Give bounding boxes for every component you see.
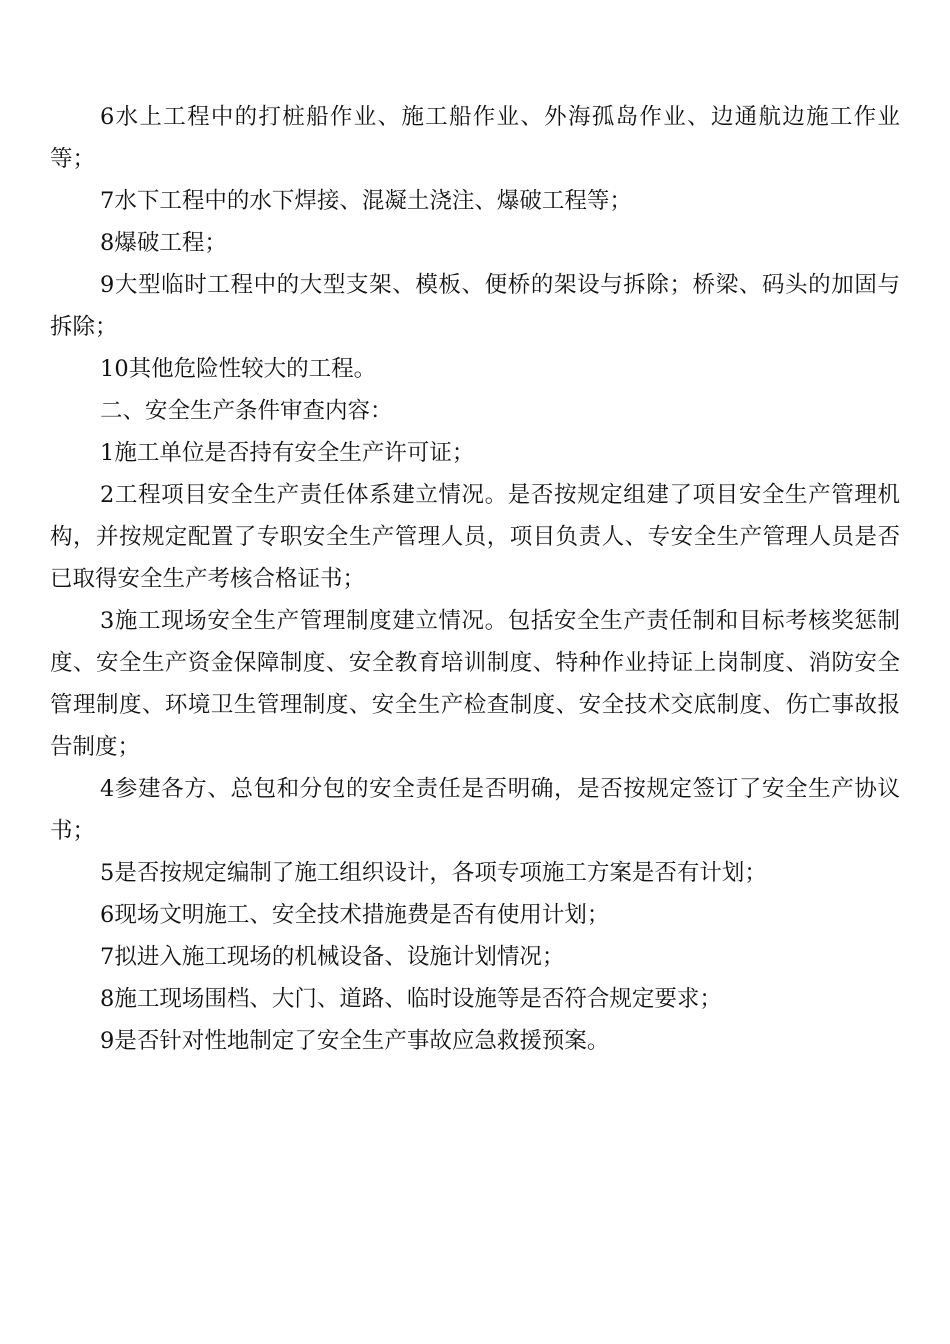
paragraph-item-10-other-hazardous: 10其他危险性较大的工程。 xyxy=(100,356,377,382)
paragraph-review-7-machinery: 7拟进入施工现场的机械设备、设施计划情况； xyxy=(100,944,565,970)
paragraph-item-8-blasting: 8爆破工程； xyxy=(100,230,227,256)
paragraph-review-5-construction-plan: 5是否按规定编制了施工组织设计，各项专项施工方案是否有计划； xyxy=(100,860,767,886)
paragraph-review-1-license: 1施工单位是否持有安全生产许可证； xyxy=(100,440,475,466)
paragraph-review-4-party-responsibility: 4参建各方、总包和分包的安全责任是否明确，是否按规定签订了安全生产协议书； xyxy=(50,776,900,844)
paragraph-review-3-management-rules: 3施工现场安全生产管理制度建立情况。包括安全生产责任制和目标考核奖惩制度、安全生产资金保障制度、安全教育培训制度、特种作业持证上岗制度、消防安全管理制度、环境卫生管理制度、安全生产检查制度、安全技术交底制度、伤亡事故报告制度； xyxy=(50,608,900,760)
paragraph-review-8-site-facilities: 8施工现场围档、大门、道路、临时设施等是否符合规定要求； xyxy=(100,986,722,1012)
document-page xyxy=(50,96,900,1062)
paragraph-review-6-safety-fees: 6现场文明施工、安全技术措施费是否有使用计划； xyxy=(100,902,610,928)
section-heading-safety-review: 二、安全生产条件审查内容： xyxy=(100,398,393,424)
paragraph-item-6-water-works: 6水上工程中的打桩船作业、施工船作业、外海孤岛作业、边通航边施工作业等； xyxy=(50,104,900,172)
paragraph-review-9-emergency-plan: 9是否针对性地制定了安全生产事故应急救援预案。 xyxy=(100,1028,610,1054)
paragraph-item-9-temporary-works: 9大型临时工程中的大型支架、模板、便桥的架设与拆除；桥梁、码头的加固与拆除； xyxy=(50,272,900,340)
paragraph-item-7-underwater-works: 7水下工程中的水下焊接、混凝土浇注、爆破工程等； xyxy=(100,188,632,214)
paragraph-review-2-responsibility-system: 2工程项目安全生产责任体系建立情况。是否按规定组建了项目安全生产管理机构，并按规定配置了专职安全生产管理人员，项目负责人、专安全生产管理人员是否已取得安全生产考核合格证书； xyxy=(50,482,900,592)
